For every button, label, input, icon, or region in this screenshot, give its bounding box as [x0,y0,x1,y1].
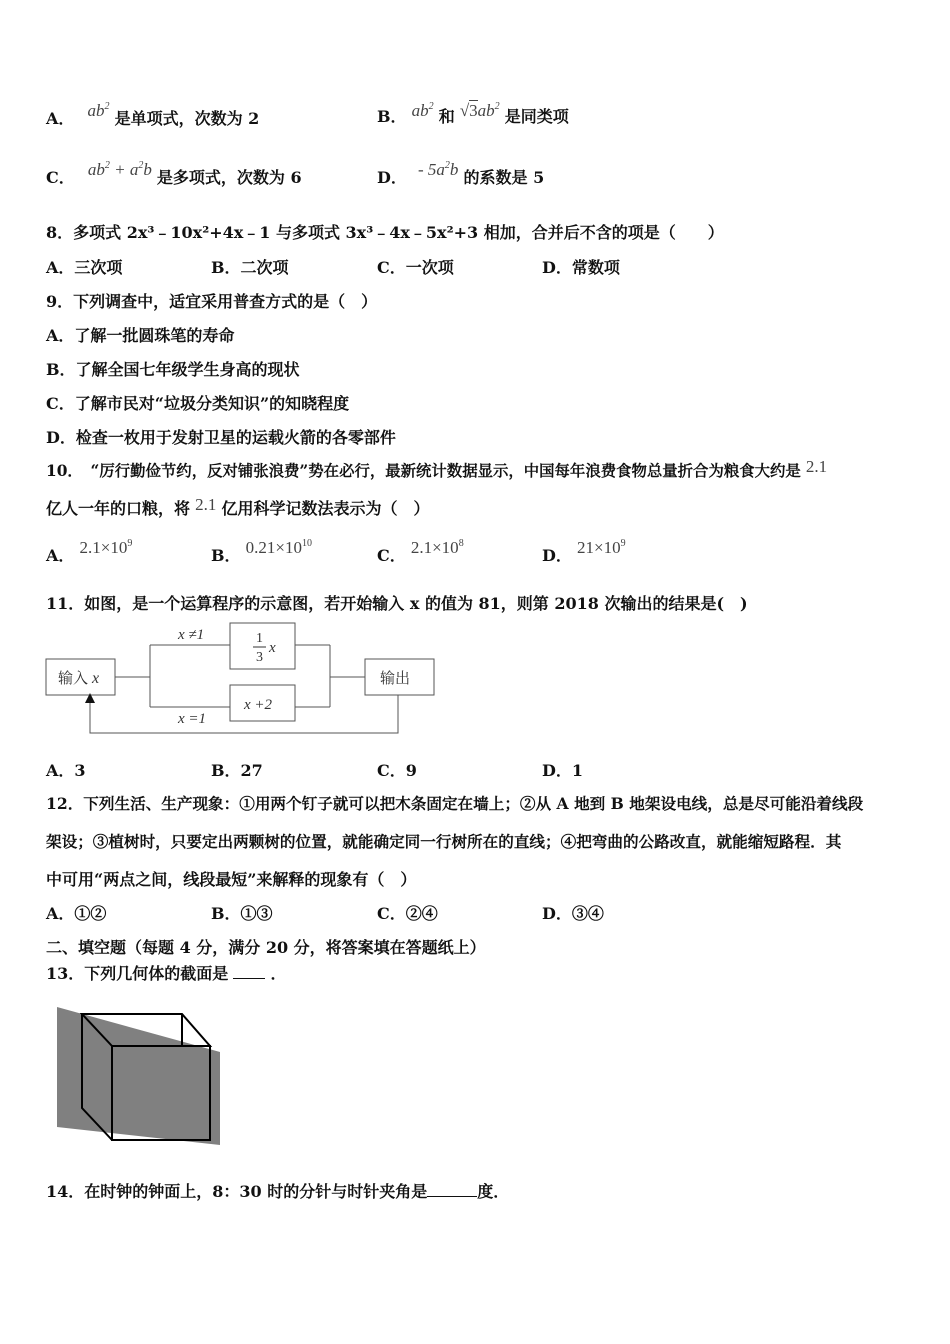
q13-answer-blank[interactable] [233,978,265,979]
frac-num: 1 [256,631,263,646]
q8-option-c: C．一次项 [377,258,454,277]
q11-option-b: B．27 [211,761,263,780]
cond-top: x ≠1 [178,627,205,643]
q11-option-c: C．9 [377,761,417,780]
q10-line1: 10． “厉行勤俭节约，反对铺张浪费”势在必行，最新统计数据显示，中国每年浪费食物总量折合为粮食大约是 2.1 [46,457,828,480]
section2-heading: 二、填空题（每题 4 分，满分 20 分，将答案填在答题纸上） [46,938,486,957]
q9-stem: 9．下列调查中，适宜采用普查方式的是（ ） [46,292,378,311]
split-lines [115,645,230,707]
q8-option-d: D．常数项 [542,258,620,277]
q12-line1: 12．下列生活、生产现象：①用两个钉子就可以把木条固定在墙上；②从 A 地到 B 地架设电线，总是尽可能沿着线段 [46,794,864,813]
q10-line2: 亿人一年的口粮，将 2.1 亿用科学记数法表示为（ ） [46,495,430,518]
input-label: 输入 [58,669,89,687]
q7-option-a: A． $ab^2$ 是单项式，次数为 2 [46,101,260,128]
plus-two-text: x +2 [244,697,273,713]
q10-option-a: A． $2.1\times 10^9$ [46,538,133,565]
q13: 13．下列几何体的截面是 ． [46,964,287,983]
frac-var: x [269,640,276,656]
q11-flowchart [40,615,440,740]
q10-option-c: C． $2.1\times 10^8$ [377,538,464,565]
q8-stem: 8．多项式 2x³﹣10x²+4x﹣1 与多项式 3x³﹣4x﹣5x²+3 相加，合并后不含的项是（ ） [46,223,724,242]
q10-option-d: D． $21\times 10^9$ [542,538,626,565]
q9-option-d: D．检查一枚用于发射卫星的运载火箭的各零部件 [46,428,396,447]
q8-option-b: B．二次项 [211,258,289,277]
q11-stem: 11．如图，是一个运算程序的示意图，若开始输入 x 的值为 81，则第 2018 次输出的结果是( ) [46,594,748,613]
q12-option-a: A．①② [46,904,107,923]
cond-bottom: x =1 [178,711,207,727]
q14: 14．在时钟的钟面上，8：30 时的分针与时针夹角是 度． [46,1182,510,1201]
q7-d-math: - $5a^2b$ [417,160,459,179]
q8-option-a: A．三次项 [46,258,123,277]
q12-option-b: B．①③ [211,904,273,923]
q7-option-d: D． - $5a^2b$ 的系数是 5 [377,160,545,187]
q12-line3: 中可用“两点之间，线段最短”来解释的现象有（ ） [46,870,417,889]
q11-option-d: D．1 [542,761,584,780]
output-label: 输出 [380,669,411,687]
q7-a-math: $ab^2$ [87,101,110,120]
q13-stem: 13．下列几何体的截面是 [46,964,229,983]
input-var: x [92,670,100,687]
q12-line2: 架设；③植树时，只要定出两颗树的位置，就能确定同一行树所在的直线；④把弯曲的公路改直，就能缩短路程．其 [46,832,842,851]
q14-answer-blank[interactable] [427,1196,477,1197]
q9-option-b: B．了解全国七年级学生身高的现状 [46,360,300,379]
q7-option-c: C． $ab^2 + a^2b$ 是多项式，次数为 6 [46,160,302,187]
q7-c-math: $ab^2 + a^2b$ [87,160,152,179]
q7-option-b: B． $ab^2$ 和 $√3ab^2$ 是同类项 [377,101,569,126]
q14-stem: 14．在时钟的钟面上，8：30 时的分针与时针夹角是 [46,1182,428,1201]
q11-option-a: A．3 [46,761,86,780]
q10-option-b: B． $0.21\times 10^{10}$ [211,538,312,565]
q13-cube-figure [55,1005,225,1147]
q7-b-math1: $ab^2$ [411,101,434,120]
frac-den: 3 [256,650,263,665]
q12-option-c: C．②④ [377,904,438,923]
q9-option-c: C．了解市民对“垃圾分类知识”的知晓程度 [46,394,350,413]
q9-option-a: A．了解一批圆珠笔的寿命 [46,326,235,345]
q7-b-math2: $√3ab^2$ [459,101,500,120]
q12-option-d: D．③④ [542,904,604,923]
merge-lines [295,645,365,707]
